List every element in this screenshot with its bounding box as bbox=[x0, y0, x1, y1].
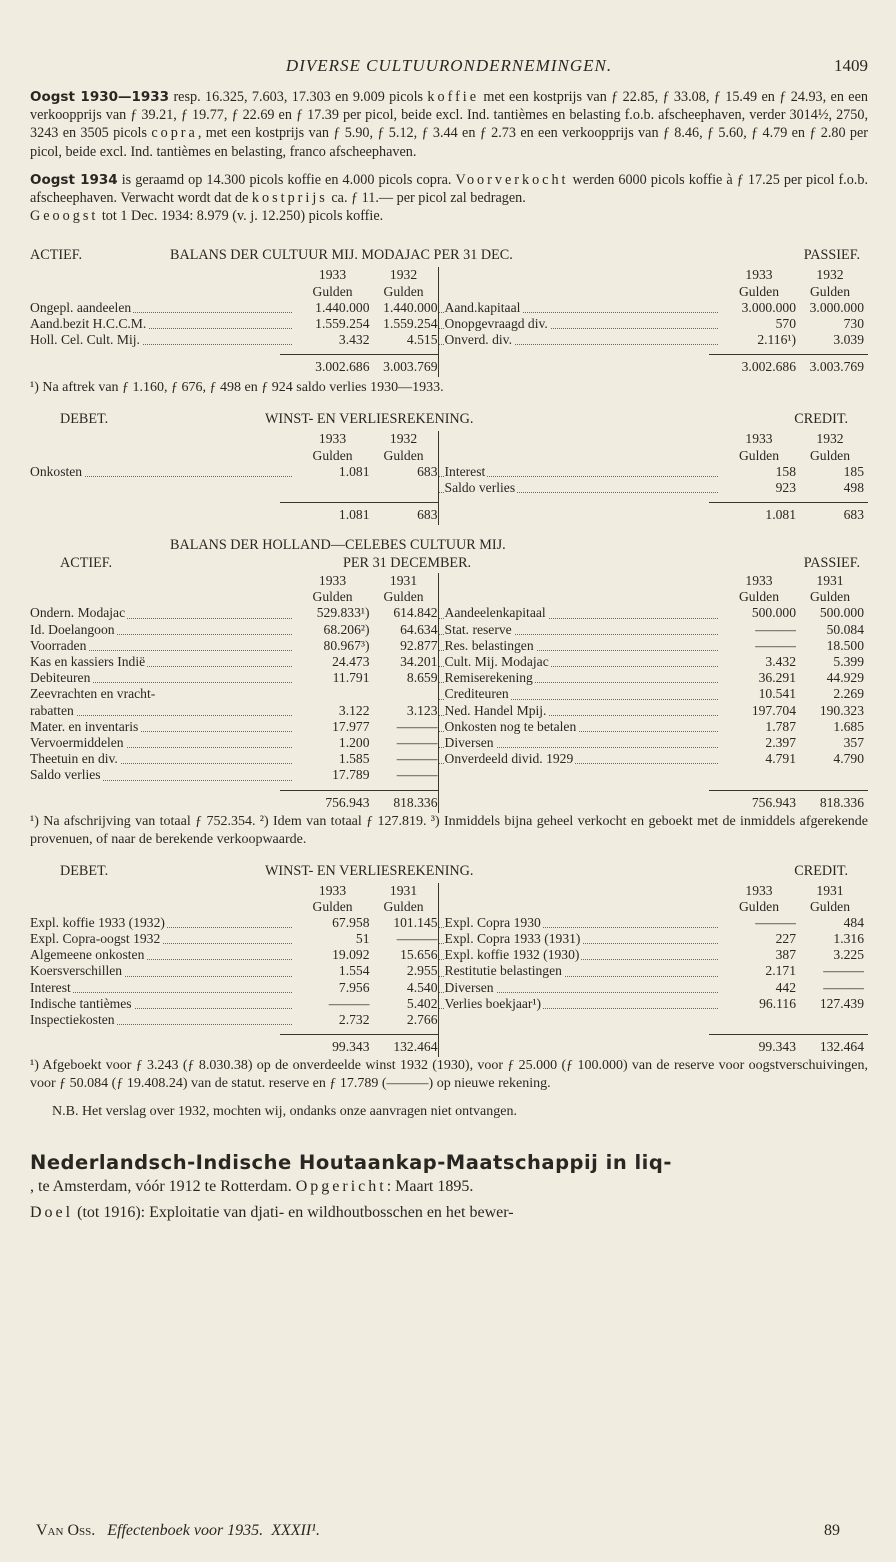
row-value-prior: 1.440.000 bbox=[383, 299, 438, 315]
left-side bbox=[30, 883, 438, 1058]
row-label: Theetuin en div. bbox=[30, 751, 118, 767]
table-row bbox=[439, 931, 868, 947]
row-value-current: 2.732 bbox=[338, 1012, 370, 1028]
table-row bbox=[439, 605, 868, 621]
table-row bbox=[30, 654, 438, 670]
company-name: Nederlandsch-Indische Houtaankap-Maatschappij in liq- bbox=[30, 1151, 672, 1175]
row-value-prior: ——— bbox=[823, 963, 864, 979]
row-value-prior: 34.201 bbox=[400, 654, 438, 670]
company-text: , te Amsterdam, vóór 1912 te Rotterdam. Opgericht: Maart 1895. Doel (tot 1916): Exploitatie van djati- en wildhoutbosschen en het bewer- bbox=[30, 1178, 514, 1222]
unit-header: Gulden Gulden bbox=[312, 447, 424, 463]
year-header: 1933 1931 bbox=[318, 882, 418, 898]
row-value-prior: 500.000 bbox=[819, 605, 864, 621]
table-row bbox=[30, 703, 438, 719]
total-current: 99.343 bbox=[758, 1039, 796, 1055]
table-row bbox=[439, 654, 868, 670]
left-side bbox=[30, 267, 438, 377]
row-value-prior: 730 bbox=[843, 315, 864, 331]
table-row bbox=[439, 622, 868, 638]
table-row bbox=[30, 622, 438, 638]
row-value-prior: ——— bbox=[396, 767, 438, 783]
row-value-current: 1.559.254 bbox=[315, 315, 370, 331]
row-value-prior: 614.842 bbox=[393, 605, 438, 621]
unit-header: Gulden Gulden bbox=[738, 898, 851, 914]
row-label: Voorraden bbox=[30, 637, 87, 653]
table-row bbox=[30, 464, 438, 480]
row-label: Ned. Handel Mpij. bbox=[444, 702, 547, 718]
row-value-prior: 3.123 bbox=[406, 702, 438, 718]
row-value-prior: 683 bbox=[417, 463, 438, 479]
year-header: 1933 1932 bbox=[745, 267, 844, 283]
row-value-current: 4.791 bbox=[765, 751, 796, 767]
total-prior: 3.003.769 bbox=[383, 359, 438, 375]
table-row bbox=[30, 767, 438, 783]
table-row bbox=[30, 963, 438, 979]
balans-modajac-title: ACTIEF. BALANS DER CULTUUR MIJ. MODAJAC PER 31 DEC. PASSIEF. bbox=[30, 247, 860, 264]
company-entry bbox=[30, 1151, 868, 1226]
row-value-prior: 4.515 bbox=[406, 332, 438, 348]
row-value-prior: 2.955 bbox=[406, 963, 438, 979]
table-row bbox=[30, 751, 438, 767]
row-label: Id. Doelangoon bbox=[30, 621, 115, 637]
row-label: Ondern. Modajac bbox=[30, 605, 126, 621]
row-label: Aand.bezit H.C.C.M. bbox=[30, 315, 147, 331]
footer-publisher: Van Oss. bbox=[36, 1522, 96, 1539]
row-label: Algemeene onkosten bbox=[30, 947, 145, 963]
row-value-current: 387 bbox=[775, 947, 796, 963]
row-value-prior: ——— bbox=[396, 734, 438, 750]
row-value-prior: 357 bbox=[843, 734, 864, 750]
row-value-prior: 92.877 bbox=[400, 637, 438, 653]
footer-title: Effectenboek voor 1935. bbox=[107, 1522, 264, 1539]
page-footer bbox=[36, 1522, 840, 1544]
row-value-current: 3.000.000 bbox=[741, 299, 796, 315]
row-value-prior: 5.402 bbox=[406, 995, 438, 1011]
table-row bbox=[439, 719, 868, 735]
row-value-current: 19.092 bbox=[332, 947, 370, 963]
total-row bbox=[280, 790, 438, 813]
total-prior: 3.003.769 bbox=[809, 359, 864, 375]
running-header bbox=[30, 56, 868, 88]
row-value-prior: 2.269 bbox=[833, 686, 864, 702]
row-value-prior: 190.323 bbox=[819, 702, 864, 718]
year-header: 1933 1932 bbox=[318, 431, 418, 447]
row-value-current: 570 bbox=[775, 315, 796, 331]
unit-header: Gulden Gulden bbox=[312, 589, 424, 605]
row-value-current: 96.116 bbox=[759, 995, 796, 1011]
row-label: Onverd. div. bbox=[444, 332, 512, 348]
total-row bbox=[709, 1034, 868, 1057]
row-label: Restitutie belastingen bbox=[444, 963, 562, 979]
table-row bbox=[439, 480, 868, 496]
table-row bbox=[439, 751, 868, 767]
row-value-current bbox=[296, 686, 370, 702]
row-value-current: 2.116¹) bbox=[757, 332, 796, 348]
row-label: Res. belastingen bbox=[444, 637, 534, 653]
row-value-current: ——— bbox=[755, 914, 796, 930]
unit-header: Gulden Gulden bbox=[312, 898, 424, 914]
row-value-current: 10.541 bbox=[758, 686, 796, 702]
row-value-current: 2.397 bbox=[765, 734, 796, 750]
row-label: Expl. koffie 1932 (1930) bbox=[444, 947, 580, 963]
total-row bbox=[709, 502, 868, 525]
row-value-prior: 498 bbox=[843, 479, 864, 495]
row-value-prior: ——— bbox=[396, 931, 438, 947]
table-row bbox=[30, 670, 438, 686]
header-title: DIVERSE CULTUURONDERNEMINGEN. bbox=[285, 56, 613, 75]
page-number: 1409 bbox=[834, 56, 868, 75]
row-label: Interest bbox=[444, 463, 486, 479]
row-label: Expl. Copra 1930 bbox=[444, 914, 541, 930]
paragraph-oogst-1934: Oogst 1934 is geraamd op 14.300 picols koffie en 4.000 picols copra. Voorverkocht werden 6000 picols koffie à ƒ 17.25 per picol f.o.b. afscheephaven. Verwacht wordt dat de kostprijs ca. ƒ 11.— per picol zal bedragen. bbox=[30, 171, 868, 207]
table-row bbox=[30, 638, 438, 654]
row-value-prior: 185 bbox=[843, 463, 864, 479]
row-value-current: 500.000 bbox=[751, 605, 796, 621]
table-row bbox=[30, 1012, 438, 1028]
table-row bbox=[439, 686, 868, 702]
row-label: Diversen bbox=[444, 979, 494, 995]
year-header: 1933 1932 bbox=[745, 431, 844, 447]
table-row bbox=[30, 980, 438, 996]
total-row bbox=[709, 354, 868, 377]
total-prior: 132.464 bbox=[819, 1039, 864, 1055]
nb-note: N.B. Het verslag over 1932, mochten wij, ondanks onze aanvragen niet ontvangen. bbox=[52, 1104, 517, 1120]
table-row bbox=[439, 332, 868, 348]
year-header: 1933 1932 bbox=[318, 267, 418, 283]
row-label: Koersverschillen bbox=[30, 963, 123, 979]
right-side bbox=[438, 431, 868, 525]
row-value-prior: ——— bbox=[396, 718, 438, 734]
row-value-current: 3.432 bbox=[765, 654, 796, 670]
row-value-current: 197.704 bbox=[751, 702, 796, 718]
row-value-current: 3.432 bbox=[338, 332, 370, 348]
row-label: Aandeelenkapitaal bbox=[444, 605, 546, 621]
table-row bbox=[439, 996, 868, 1012]
wv-modajac bbox=[30, 431, 868, 525]
table-row bbox=[439, 464, 868, 480]
row-value-prior: ——— bbox=[396, 751, 438, 767]
total-current: 1.081 bbox=[765, 507, 796, 523]
row-value-current: ——— bbox=[755, 637, 796, 653]
left-side bbox=[30, 573, 438, 812]
row-value-current: 80.967³) bbox=[323, 637, 370, 653]
total-current: 3.002.686 bbox=[741, 359, 796, 375]
row-value-prior: 127.439 bbox=[819, 995, 864, 1011]
page bbox=[30, 56, 868, 1226]
row-value-current: 1.440.000 bbox=[315, 299, 370, 315]
row-label: Stat. reserve bbox=[444, 621, 512, 637]
row-value-prior: 101.145 bbox=[393, 914, 438, 930]
row-value-prior: 1.559.254 bbox=[383, 315, 438, 331]
unit-header: Gulden Gulden bbox=[312, 283, 424, 299]
row-value-current: 529.833¹) bbox=[316, 605, 370, 621]
row-label: Mater. en inventaris bbox=[30, 718, 139, 734]
row-value-current: 51 bbox=[355, 931, 370, 947]
row-value-prior: 64.634 bbox=[400, 621, 438, 637]
row-label: Kas en kassiers Indië bbox=[30, 654, 146, 670]
table-row bbox=[30, 605, 438, 621]
row-label: Onkosten bbox=[30, 463, 83, 479]
table-row bbox=[30, 947, 438, 963]
row-label: Expl. koffie 1933 (1932) bbox=[30, 914, 165, 930]
row-label: Debiteuren bbox=[30, 670, 91, 686]
footer-volume: XXXII¹. bbox=[271, 1522, 320, 1539]
table-row bbox=[439, 735, 868, 751]
table-row bbox=[30, 300, 438, 316]
row-label: Verlies boekjaar¹) bbox=[444, 995, 542, 1011]
row-value-prior: 3.000.000 bbox=[809, 299, 864, 315]
lead-oogst-1934: Oogst 1934 bbox=[30, 171, 118, 188]
row-label: Onkosten nog te betalen bbox=[444, 718, 577, 734]
total-prior: 683 bbox=[417, 507, 438, 523]
right-side bbox=[438, 267, 868, 377]
paragraph-geoogst: Geoogst tot 1 Dec. 1934: 8.979 (v. j. 12.250) picols koffie. bbox=[30, 208, 384, 225]
row-value-current: 2.171 bbox=[765, 963, 796, 979]
balans-hcc-title: BALANS DER HOLLAND—CELEBES CULTUUR MIJ. ACTIEF. PER 31 DECEMBER. PASSIEF. bbox=[60, 537, 860, 572]
total-row bbox=[280, 502, 438, 525]
total-current: 756.943 bbox=[751, 794, 796, 810]
table-row bbox=[30, 931, 438, 947]
balans-hcc-note: ¹) Na afschrijving van totaal ƒ 752.354. ²) Idem van totaal ƒ 127.819. ³) Inmiddels bijna geheel verkocht en geboekt met de inmiddels afgerekende provenuen, of naar de berekende verkoopwaarde. bbox=[30, 813, 868, 847]
unit-header: Gulden Gulden bbox=[738, 589, 851, 605]
row-value-current: 11.791 bbox=[332, 670, 370, 686]
row-value-prior: ——— bbox=[823, 979, 864, 995]
row-label: Saldo verlies bbox=[30, 767, 101, 783]
row-label: Diversen bbox=[444, 734, 494, 750]
table-row bbox=[30, 735, 438, 751]
row-value-prior: 2.766 bbox=[406, 1012, 438, 1028]
row-label: Vervoermiddelen bbox=[30, 734, 124, 750]
total-current: 756.943 bbox=[325, 794, 370, 810]
row-label: Cult. Mij. Modajac bbox=[444, 654, 549, 670]
row-value-current: 227 bbox=[775, 931, 796, 947]
row-value-prior: 5.399 bbox=[833, 654, 864, 670]
row-label: Indische tantièmes bbox=[30, 995, 132, 1011]
row-label: Onopgevraagd div. bbox=[444, 315, 548, 331]
total-prior: 818.336 bbox=[393, 794, 438, 810]
wv-hcc-title: DEBET. WINST- EN VERLIESREKENING. CREDIT. bbox=[60, 862, 848, 879]
row-value-prior: 4.540 bbox=[406, 979, 438, 995]
lead-oogst-1930: Oogst 1930—1933 bbox=[30, 89, 170, 105]
paragraph-oogst-1930: Oogst 1930—1933 resp. 16.325, 7.603, 17.303 en 9.009 picols koffie met een kostprijs van ƒ 22.85, ƒ 33.08, ƒ 15.49 en ƒ 24.93, en een verkoopprijs van ƒ 39.21, ƒ 19.77, ƒ 22.69 en ƒ 17.39 per picol, beide excl. Ind. tantièmes en belasting f.o.b. afscheephaven, verder 3014½, 2750, 3243 en 3505 picols copra, met een kostprijs van ƒ 5.90, ƒ 5.12, ƒ 3.44 en ƒ 2.73 en een verkoopprijs van ƒ 8.46, ƒ 5.60, ƒ 4.79 en ƒ 2.80 per picol, beide excl. Ind. tantièmes en belasting, franco afscheephaven. bbox=[30, 89, 869, 160]
balans-modajac-note: ¹) Na aftrek van ƒ 1.160, ƒ 676, ƒ 498 en ƒ 924 saldo verlies 1930—1933. bbox=[30, 380, 444, 396]
table-row bbox=[439, 670, 868, 686]
row-value-prior: 1.685 bbox=[833, 718, 864, 734]
row-value-current: ——— bbox=[755, 621, 796, 637]
row-value-prior: 1.316 bbox=[833, 931, 864, 947]
row-value-prior: 484 bbox=[843, 914, 864, 930]
row-label: Interest bbox=[30, 979, 71, 995]
balans-modajac bbox=[30, 267, 868, 377]
row-value-current: 68.206²) bbox=[323, 621, 370, 637]
year-header: 1933 1931 bbox=[318, 573, 418, 589]
row-label: Aand.kapitaal bbox=[444, 299, 521, 315]
wv-hcc bbox=[30, 883, 868, 1058]
balans-hcc bbox=[30, 573, 868, 812]
total-prior: 132.464 bbox=[393, 1039, 438, 1055]
row-value-prior: 50.084 bbox=[826, 621, 864, 637]
total-row bbox=[280, 1034, 438, 1057]
table-row bbox=[30, 719, 438, 735]
row-value-current: 1.554 bbox=[338, 963, 370, 979]
right-side bbox=[438, 573, 868, 812]
row-value-current: 1.787 bbox=[765, 718, 796, 734]
wv-modajac-title: DEBET. WINST- EN VERLIESREKENING. CREDIT. bbox=[60, 411, 848, 428]
table-row bbox=[439, 963, 868, 979]
row-value-prior: 15.656 bbox=[400, 947, 438, 963]
row-value-current: ——— bbox=[328, 995, 370, 1011]
row-value-prior: 18.500 bbox=[826, 637, 864, 653]
row-label: Zeevrachten en vracht- bbox=[30, 686, 156, 702]
row-value-current: 24.473 bbox=[332, 654, 370, 670]
table-row bbox=[439, 638, 868, 654]
row-value-current: 923 bbox=[775, 479, 796, 495]
row-label: Remiserekening bbox=[444, 670, 533, 686]
row-value-current: 17.789 bbox=[332, 767, 370, 783]
row-label: Inspectiekosten bbox=[30, 1012, 115, 1028]
table-row bbox=[439, 947, 868, 963]
table-row bbox=[30, 332, 438, 348]
row-label: Expl. Copra 1933 (1931) bbox=[444, 931, 581, 947]
table-row bbox=[30, 686, 438, 702]
row-label: Expl. Copra-oogst 1932 bbox=[30, 931, 161, 947]
row-value-current: 1.200 bbox=[338, 734, 370, 750]
total-current: 1.081 bbox=[338, 507, 370, 523]
wv-hcc-note: ¹) Afgeboekt voor ƒ 3.243 (ƒ 8.030.38) op de onverdeelde winst 1932 (1930), voor ƒ 25.000 (ƒ 100.000) van de reserve voor oogstverschuivingen, voor ƒ 50.084 (ƒ 19.408.24) van de statut. reserve en ƒ 17.789 (———) op nieuwe rekening. bbox=[30, 1058, 868, 1092]
year-header: 1933 1931 bbox=[745, 573, 844, 589]
row-value-current: 67.958 bbox=[332, 914, 370, 930]
row-value-current: 1.081 bbox=[338, 463, 370, 479]
table-row bbox=[30, 316, 438, 332]
total-row bbox=[280, 354, 438, 377]
total-current: 3.002.686 bbox=[315, 359, 370, 375]
unit-header: Gulden Gulden bbox=[738, 283, 851, 299]
total-current: 99.343 bbox=[332, 1039, 370, 1055]
right-side bbox=[438, 883, 868, 1058]
year-header: 1933 1931 bbox=[745, 882, 844, 898]
total-prior: 818.336 bbox=[819, 794, 864, 810]
row-value-prior: 3.039 bbox=[833, 332, 864, 348]
row-value-current: 17.977 bbox=[332, 718, 370, 734]
row-value-current: 1.585 bbox=[338, 751, 370, 767]
row-value-current: 7.956 bbox=[338, 979, 370, 995]
row-label: Ongepl. aandeelen bbox=[30, 299, 132, 315]
total-prior: 683 bbox=[843, 507, 864, 523]
table-row bbox=[439, 915, 868, 931]
row-label: Saldo verlies bbox=[444, 479, 516, 495]
row-label: rabatten bbox=[30, 702, 74, 718]
footer-page: 89 bbox=[824, 1522, 840, 1539]
total-row bbox=[709, 790, 868, 813]
table-row bbox=[30, 996, 438, 1012]
table-row bbox=[439, 703, 868, 719]
row-value-prior: 8.659 bbox=[406, 670, 438, 686]
table-row bbox=[439, 980, 868, 996]
row-label: Onverdeeld divid. 1929 bbox=[444, 751, 574, 767]
row-value-prior bbox=[370, 686, 438, 702]
row-label: Holl. Cel. Cult. Mij. bbox=[30, 332, 140, 348]
row-value-current: 158 bbox=[775, 463, 796, 479]
table-row bbox=[439, 316, 868, 332]
row-value-current: 3.122 bbox=[338, 702, 370, 718]
table-row bbox=[439, 300, 868, 316]
table-row bbox=[30, 915, 438, 931]
left-side bbox=[30, 431, 438, 525]
row-value-current: 36.291 bbox=[758, 670, 796, 686]
unit-header: Gulden Gulden bbox=[738, 447, 851, 463]
row-value-current: 442 bbox=[775, 979, 796, 995]
row-value-prior: 44.929 bbox=[826, 670, 864, 686]
row-label: Crediteuren bbox=[444, 686, 509, 702]
row-value-prior: 3.225 bbox=[833, 947, 864, 963]
row-value-prior: 4.790 bbox=[833, 751, 864, 767]
